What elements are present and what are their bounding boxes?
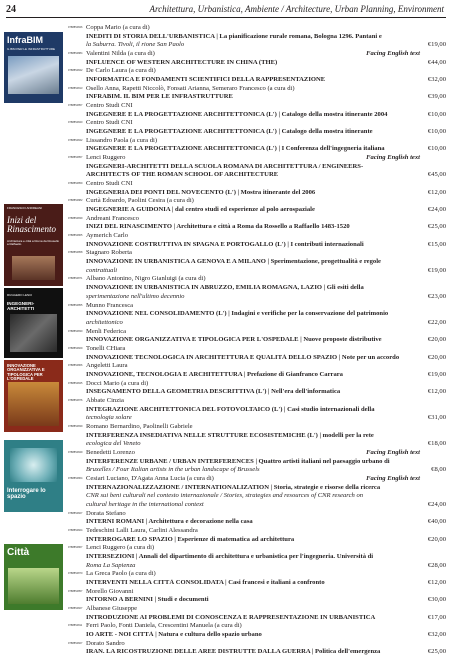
catalogue-entry [68, 102, 446, 119]
entry-title: INGEGNERE E LA PROGETTAZIONE ARCHITETTONICA (L') | Catalogo della mostra itinerante [86, 128, 373, 136]
entry-line [68, 406, 446, 415]
catalogue-entry [68, 232, 446, 249]
isbn-code: 9788854842 [68, 69, 83, 73]
entry-title: INNOVAZIONE, TECNOLOGIA E ARCHITETTURA | Prefazione di Gianfranco Carrara [86, 370, 343, 378]
entry-title: INNOVAZIONE IN URBANISTICA IN ABRUZZO, EMILIA ROMAGNA, LAZIO | Gli esiti della [86, 284, 364, 292]
entry-price: €31,00 [427, 414, 446, 422]
entry-description: ecologica del Veneto [86, 440, 141, 448]
isbn-code: 9788854857 [68, 104, 83, 108]
entry-line [68, 553, 446, 562]
isbn-code: 9788854867 [68, 546, 83, 550]
running-title: Architettura, Urbanistica, Ambiente / Architecture, Urban Planning, Environment [149, 4, 444, 14]
cover-innovazione-ospedale[interactable] [4, 360, 63, 432]
entry-title: IRAN. LA RICOSTRUZIONE DELLE AREE DISTRUTTE DALLA GUERRA | Politica dell'emergenza [86, 648, 381, 656]
cover-inizi-del-rinascimento[interactable] [4, 204, 63, 286]
catalogue-entry [68, 328, 446, 345]
entry-line [68, 180, 446, 189]
entry-price: €24,00 [427, 206, 446, 214]
entry-author: Lissandro Paola (a cura di) [86, 136, 158, 144]
entry-price: €30,00 [427, 596, 446, 604]
entry-line [68, 24, 446, 33]
entry-line [68, 544, 446, 553]
entry-author: Albanese Giuseppe [86, 605, 138, 613]
entry-line [68, 354, 446, 363]
entry-title: INTERROGARE LO SPAZIO | Esperienze di matematica ad architettura [86, 535, 295, 543]
entry-title: INSEGNAMENTO DELLA GEOMETRIA DESCRITTIVA (L') | Nell'era dell'informatica [86, 388, 341, 396]
entry-author: Valentini Nilda (a cura di) [86, 50, 155, 58]
entry-description: architettonico [86, 318, 123, 326]
entry-line [68, 345, 446, 354]
entry-author: Albano Antonino, Nigro Gianluigi (a cura di) [86, 275, 206, 283]
entry-line [68, 128, 446, 137]
entry-title: INNOVAZIONE TECNOLOGICA IN ARCHITETTURA E QUALITÀ DELLO SPAZIO | Note per un accordo [86, 353, 400, 361]
entry-line [68, 475, 446, 484]
catalogue-entry [68, 510, 446, 527]
facing-text-flag: Facing English text [366, 474, 420, 482]
entry-line [68, 631, 446, 640]
entry-line [68, 145, 446, 154]
entry-line [68, 622, 446, 631]
entry-title: INTERFERENZA INSEDIATIVA NELLE STRUTTURE ECOSISTEMICHE (L') | modelli per la rete [86, 431, 374, 439]
entry-line [68, 492, 446, 501]
entry-line [68, 241, 446, 250]
catalogue-entry [68, 249, 446, 275]
entry-author: Munno Francesca [86, 301, 134, 309]
entry-author: Cesiari Luciano, D'Agata Anna Lucia (a cura di) [86, 474, 214, 482]
entry-line [68, 119, 446, 128]
isbn-code: 9788854865 [68, 234, 83, 238]
entry-author: Angeletti Laura [86, 362, 128, 370]
entry-author: Centro Studi CNI [86, 180, 133, 188]
entry-author: Abbate Cinzia [86, 396, 124, 404]
entry-author: Morello Giovanni [86, 587, 134, 595]
entry-price: €19,00 [427, 41, 446, 49]
isbn-code: 9788854824 [68, 528, 83, 532]
entry-line [68, 85, 446, 94]
entry-author: Curtà Edoardo, Paolini Cesira (a cura di) [86, 197, 194, 205]
page-number: 24 [6, 4, 16, 15]
cover-author: FRANCESCO ANDREANI [7, 206, 43, 210]
entry-price: €23,00 [427, 292, 446, 300]
catalogue-entry [68, 137, 446, 154]
entry-title: INFRABIM. IL BIM PER LE INFRASTRUTTURE [86, 93, 233, 101]
entry-author: Docci Mario (a cura di) [86, 379, 149, 387]
entry-author: Centro Studi CNI [86, 119, 133, 127]
entry-title: INGEGNERE E LA PROGETTAZIONE ARCHITETTONICA (L') | Catalogo della mostra itinerante 2004 [86, 110, 388, 118]
cover-author: RUGGERO LENCI [7, 293, 33, 297]
entry-title: INTERNI ROMANI | Architettura e decorazione nella casa [86, 518, 253, 526]
entry-price: €15,00 [427, 240, 446, 248]
catalogue-entry [68, 50, 446, 67]
entry-title: INGEGNERI-ARCHITETTI DELLA SCUOLA ROMANA DI ARCHITETTURA / ENGINEERS- [86, 162, 364, 170]
page-header [0, 0, 452, 22]
entry-author: Lenci Ruggero [86, 154, 126, 162]
catalogue-entry [68, 397, 446, 423]
entry-title: INGEGNERIA DEI PONTI DEL NOVECENTO (L') | Mostra itinerante del 2006 [86, 188, 316, 196]
catalogue-entry [68, 622, 446, 639]
catalogue-entries [68, 24, 446, 657]
entry-line [68, 275, 446, 284]
entry-price: €40,00 [427, 518, 446, 526]
entry-line [68, 570, 446, 579]
isbn-code: 9788854840 [68, 121, 83, 125]
catalogue-entry [68, 380, 446, 397]
entry-description: Roma La Sapienza [86, 561, 136, 569]
isbn-code: 9788854882 [68, 199, 83, 203]
isbn-code: 9788854857 [68, 589, 83, 593]
isbn-code: 9788854855 [68, 303, 83, 307]
entry-title: INTRODUZIONE AI PROBLEMI DI CONOSCENZA E RAPPRESENTAZIONE IN URBANISTICA [86, 613, 376, 621]
entry-price: €32,00 [427, 631, 446, 639]
entry-line [68, 93, 446, 102]
entry-author: Benedetti Lorenzo [86, 448, 135, 456]
isbn-code: 9788854884 [68, 52, 83, 56]
entry-price: €8,00 [431, 466, 446, 474]
entry-line [68, 588, 446, 597]
entry-price: €20,00 [427, 535, 446, 543]
entry-line [68, 536, 446, 545]
entry-author: Lenci Ruggero (a cura di) [86, 544, 155, 552]
entry-line [68, 328, 446, 337]
entry-line [68, 432, 446, 441]
entry-line [68, 440, 446, 449]
entry-price: €17,00 [427, 613, 446, 621]
entry-line [68, 640, 446, 649]
entry-author: Menli Federica [86, 327, 127, 335]
entry-line [68, 163, 446, 172]
cover-subtitle: Architettura e città a Roma da Rossello a Raffaello [7, 239, 60, 247]
entry-price: €12,00 [427, 188, 446, 196]
entry-line [68, 302, 446, 311]
entry-line [68, 76, 446, 85]
entry-title: INFORMATICA E FONDAMENTI SCIENTIFICI DELLA RAPPRESENTAZIONE [86, 76, 326, 84]
entry-line [68, 380, 446, 389]
entry-author: Ferri Paolo, Fonti Daniela, Crescentini Manuela (a cura di) [86, 622, 242, 630]
catalogue-entry [68, 449, 446, 475]
entry-line [68, 293, 446, 302]
cover-title: Interrogare lo spazio [7, 488, 46, 501]
facing-text-flag: Facing English text [366, 448, 420, 456]
isbn-code: 9788854842 [68, 138, 83, 142]
cover-image-geometry-icon [10, 448, 57, 482]
catalogue-entry [68, 423, 446, 449]
entry-line [68, 501, 446, 510]
facing-text-flag: Facing English text [366, 154, 420, 162]
isbn-code: 9788854830 [68, 329, 83, 333]
cover-infrabim[interactable] [4, 32, 63, 103]
catalogue-entry [68, 275, 446, 301]
cover-title: INGEGNERI-ARCHITETTI [7, 301, 35, 311]
cover-title: InfraBIM [7, 35, 43, 45]
entry-author: Tedeschini Lalli Laura, Carlini Alessandra [86, 526, 198, 534]
entry-line [68, 111, 446, 120]
catalogue-entry [68, 119, 446, 136]
entry-line [68, 397, 446, 406]
entry-author: Centro Studi CNI [86, 102, 133, 110]
entry-price: €19,00 [427, 370, 446, 378]
entry-line [68, 267, 446, 276]
entry-title: INTERSEZIONI | Annali del dipartimento di architettura e urbanistica per l'ingegneria. Università di [86, 552, 374, 560]
isbn-code: 9788854811 [68, 624, 83, 628]
catalogue-entry [68, 362, 446, 379]
entry-title: INNOVAZIONE ORGANIZZATIVA E TIPOLOGICA PER L'OSPEDALE | Nuove proposte distributive [86, 336, 382, 344]
cover-ingegneri-architetti[interactable] [4, 288, 63, 358]
entry-author: Aymerich Carlo [86, 232, 129, 240]
entry-line [68, 449, 446, 458]
entry-line [68, 102, 446, 111]
entry-line [68, 648, 446, 657]
entry-price: €19,00 [427, 266, 446, 274]
entry-description: la Suburra. Tivoli, il rione San Paolo [86, 41, 185, 49]
entry-price: €10,00 [427, 145, 446, 153]
catalogue-entry [68, 605, 446, 622]
cover-title: Città [7, 547, 30, 558]
entry-price: €22,00 [427, 318, 446, 326]
header-rule [6, 17, 446, 18]
entry-author: De Carlo Laura (a cura di) [86, 67, 156, 75]
entry-title: INNOVAZIONE COSTRUTTIVA IN SPAGNA E PORTOGALLO (L') | I contributi internazionali [86, 240, 364, 248]
facing-text-flag: Facing English text [366, 50, 420, 58]
catalogue-entry [68, 180, 446, 197]
entry-line [68, 596, 446, 605]
isbn-code: 9788854859 [68, 182, 83, 186]
catalogue-entry [68, 544, 446, 570]
entry-line [68, 171, 446, 180]
entry-line [68, 466, 446, 475]
catalogue-entry [68, 527, 446, 544]
catalogue-entry [68, 345, 446, 362]
isbn-code: 9788854876 [68, 398, 83, 402]
isbn-code: 9788854858 [68, 251, 83, 255]
entry-line [68, 154, 446, 163]
catalogue-entry [68, 570, 446, 587]
entry-price: €28,00 [427, 561, 446, 569]
entry-line [68, 518, 446, 527]
cover-title: INNOVAZIONE ORGANIZZATIVA E TIPOLOGICA PER L'OSPEDALE [7, 363, 45, 382]
entry-line [68, 605, 446, 614]
entry-line [68, 41, 446, 50]
entry-author: Tonelli CHiara [86, 344, 126, 352]
entry-description: cultural heritage in the international context [86, 500, 204, 508]
entry-title: IO ARTE - NOI CITTÀ | Natura e cultura dello spazio urbano [86, 631, 262, 639]
entry-price: €20,00 [427, 353, 446, 361]
isbn-code: 9788854871 [68, 277, 83, 281]
entry-price: €20,00 [427, 336, 446, 344]
entry-line [68, 336, 446, 345]
entry-line [68, 59, 446, 68]
entry-line [68, 510, 446, 519]
entry-description: sperimentazione nell'ultimo decennio [86, 292, 185, 300]
entry-author: Dorata Stefano [86, 509, 126, 517]
catalogue-entry [68, 197, 446, 214]
entry-price: €25,00 [427, 223, 446, 231]
cover-interrogare-lo-spazio[interactable] [4, 440, 63, 512]
entry-line [68, 579, 446, 588]
entry-description: contrattuali [86, 266, 118, 274]
entry-line [68, 562, 446, 571]
entry-author: Dorato Sandro [86, 639, 125, 647]
entry-line [68, 258, 446, 267]
isbn-code: 9788854813 [68, 86, 83, 90]
entry-line [68, 614, 446, 623]
isbn-code: 9788854864 [68, 476, 83, 480]
entry-title: INTERFERENZE URBANE / URBAN INTERFERENCES | Quattro artisti italiani nel paesaggio urbano di [86, 457, 390, 465]
entry-line [68, 215, 446, 224]
entry-description: tecnologia solare [86, 414, 132, 422]
entry-author: Coppa Mario (a cura di) [86, 24, 150, 31]
entry-price: €12,00 [427, 579, 446, 586]
entry-price: €45,00 [427, 171, 446, 179]
isbn-code: 9788854827 [68, 641, 83, 645]
entry-line [68, 50, 446, 59]
entry-line [68, 423, 446, 432]
entry-line [68, 189, 446, 198]
entry-price: €10,00 [427, 110, 446, 118]
entry-line [68, 67, 446, 76]
entry-line [68, 388, 446, 397]
entry-line [68, 362, 446, 371]
entry-line [68, 137, 446, 146]
entry-line [68, 414, 446, 423]
isbn-code: 9788854839 [68, 216, 83, 220]
isbn-code: 9788854866 [68, 364, 83, 368]
entry-title: INTEGRAZIONE ARCHITETTONICA DEL FOTOVOLTAICO (L') | Casi studio internazionali della [86, 405, 375, 413]
isbn-code: 9788854849 [68, 450, 83, 454]
cover-image-building-icon [12, 256, 55, 280]
catalogue-entry [68, 154, 446, 180]
catalogue-entry [68, 302, 446, 328]
entry-price: €24,00 [427, 500, 446, 508]
isbn-code: 9788854839 [68, 424, 83, 428]
cover-image-road-icon [8, 56, 59, 94]
entry-author: Romano Bernardino, Paolinelli Gabriele [86, 422, 193, 430]
entry-price: €12,00 [427, 388, 446, 396]
entry-title: INGEGNERE E LA PROGETTAZIONE ARCHITETTONICA (L') | I Conferenza dell'ingegneria italiana [86, 145, 385, 153]
catalogue-entry [68, 215, 446, 232]
entry-line [68, 310, 446, 319]
entry-author: Andreani Francesco [86, 214, 139, 222]
entry-line [68, 484, 446, 493]
entry-line [68, 319, 446, 328]
cover-image-plan-icon [8, 382, 59, 426]
entry-price: €39,00 [427, 93, 446, 101]
isbn-code: 9788854827 [68, 607, 83, 611]
cover-citta[interactable] [4, 544, 63, 610]
entry-line [68, 223, 446, 232]
catalogue-entry [68, 67, 446, 84]
isbn-code: 9788854870 [68, 572, 83, 576]
entry-price: €32,00 [427, 76, 446, 84]
entry-line [68, 206, 446, 215]
entry-title: INTERVENTI NELLA CITTÀ CONSOLIDATA | Casi francesi e italiani a confronto [86, 579, 325, 586]
entry-title: INGEGNERIE A GUIDONIA | dal centro studi ed esperienze al polo aerospaziale [86, 206, 315, 214]
cover-image-drawing-icon [10, 314, 57, 352]
entry-title: INTORNO A BERNINI | Studi e documenti [86, 596, 209, 604]
entry-line [68, 33, 446, 42]
entry-line [68, 458, 446, 467]
entry-title: INEDITI DI STORIA DELL'URBANISTICA | La pianificazione rurale romana, Bologna 1296. Pantani e [86, 32, 382, 40]
catalogue-entry [68, 24, 446, 50]
book-covers-column [4, 24, 64, 636]
cover-image-city-icon [8, 568, 59, 604]
entry-line [68, 371, 446, 380]
isbn-code: 9788854857 [68, 156, 83, 160]
entry-title: INIZI DEL RINASCIMENTO | Architettura e città a Roma da Rossello a Raffaello 1483-1520 [86, 223, 350, 231]
catalogue-entry [68, 640, 446, 657]
entry-price: €25,00 [427, 648, 446, 656]
entry-line [68, 232, 446, 241]
entry-title: INNOVAZIONE IN URBANISTICA A GENOVA E A MILANO | Sperimentazione, progettualità e regole [86, 258, 381, 266]
entry-line [68, 197, 446, 206]
entry-title: ARCHITECTS OF THE ROMAN SCHOOL OF ARCHITECTURE [86, 171, 279, 179]
entry-line [68, 249, 446, 258]
isbn-code: 9788854846 [68, 26, 83, 29]
entry-author: La Greca Paolo (a cura di) [86, 570, 156, 578]
isbn-code: 9788854829 [68, 346, 83, 350]
entry-price: €18,00 [427, 440, 446, 448]
catalogue-entry [68, 588, 446, 605]
entry-description: Bruxelles / Four Italian artists in the urban landscape of Brussels [86, 466, 260, 474]
entry-price: €44,00 [427, 58, 446, 66]
isbn-code: 9788854845 [68, 381, 83, 385]
catalogue-entry [68, 475, 446, 510]
cover-subtitle: IL BIM PER LE INFRASTRUTTURE [7, 47, 56, 51]
entry-author: Stagnaro Roberta [86, 249, 132, 257]
isbn-code: 9788854827 [68, 511, 83, 515]
entry-title: INNOVAZIONE NEL CONSOLIDAMENTO (L') | Indagini e verifiche per la conservazione del patrimonio [86, 310, 389, 318]
entry-title: INTERNAZIONALIZZAZIONE / INTERNATIONALIZATION | Storia, strategie e risorse della ricerca [86, 483, 381, 491]
catalogue-entry [68, 85, 446, 102]
entry-line [68, 527, 446, 536]
entry-description: CNR sui beni culturali nel contesto internazionale / Stories, strategies and resources of CNR research on [86, 492, 364, 500]
entry-price: €10,00 [427, 128, 446, 136]
entry-author: Osello Anna, Rapetti Niccolò, Fonsati Arianna, Semeraro Francesco (a cura di) [86, 84, 295, 92]
entry-title: INFLUENCE OF WESTERN ARCHITECTURE IN CHINA (THE) [86, 58, 278, 66]
entry-line [68, 284, 446, 293]
cover-title: Inizi del Rinascimento [7, 215, 56, 234]
